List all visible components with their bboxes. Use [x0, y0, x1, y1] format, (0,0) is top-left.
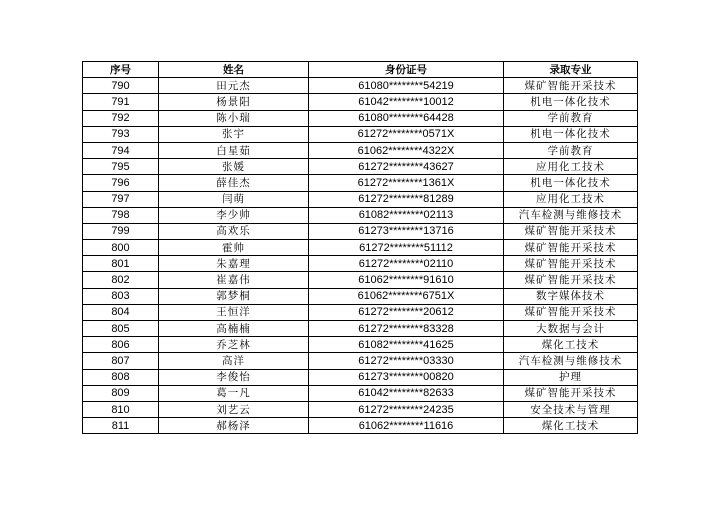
cell-id-number: 61272********03330 [309, 353, 504, 369]
cell-seq: 794 [83, 142, 159, 158]
cell-name: 朱嘉理 [159, 256, 309, 272]
cell-id-number: 61062********6751X [309, 288, 504, 304]
cell-name: 霍帅 [159, 240, 309, 256]
cell-major: 护理 [504, 369, 638, 385]
table-row [83, 223, 638, 239]
cell-seq: 806 [83, 337, 159, 353]
cell-seq: 795 [83, 159, 159, 175]
cell-id-number: 61273********13716 [309, 223, 504, 239]
cell-major: 数字媒体技术 [504, 288, 638, 304]
table-row [83, 401, 638, 417]
cell-major: 应用化工技术 [504, 159, 638, 175]
table-row [83, 418, 638, 434]
cell-major: 机电一体化技术 [504, 175, 638, 191]
cell-id-number: 61272********1361X [309, 175, 504, 191]
header-name: 姓名 [159, 62, 309, 78]
admission-roster-sheet [82, 61, 637, 434]
cell-seq: 804 [83, 304, 159, 320]
cell-name: 高洋 [159, 353, 309, 369]
table-body [83, 78, 638, 434]
cell-major: 汽车检测与维修技术 [504, 207, 638, 223]
cell-seq: 793 [83, 126, 159, 142]
cell-major: 煤矿智能开采技术 [504, 223, 638, 239]
cell-id-number: 61082********02113 [309, 207, 504, 223]
table-row [83, 272, 638, 288]
header-id-number: 身份证号 [309, 62, 504, 78]
cell-major: 应用化工技术 [504, 191, 638, 207]
cell-seq: 807 [83, 353, 159, 369]
table-row [83, 288, 638, 304]
table-row [83, 142, 638, 158]
table-row [83, 304, 638, 320]
cell-major: 煤化工技术 [504, 337, 638, 353]
table-row [83, 385, 638, 401]
cell-name: 郝杨泽 [159, 418, 309, 434]
cell-id-number: 61042********10012 [309, 94, 504, 110]
cell-seq: 796 [83, 175, 159, 191]
cell-major: 煤矿智能开采技术 [504, 78, 638, 94]
cell-name: 郭梦桐 [159, 288, 309, 304]
cell-id-number: 61062********11616 [309, 418, 504, 434]
cell-id-number: 61272********83328 [309, 321, 504, 337]
cell-id-number: 61272********81289 [309, 191, 504, 207]
table-row [83, 191, 638, 207]
cell-seq: 797 [83, 191, 159, 207]
cell-id-number: 61272********43627 [309, 159, 504, 175]
cell-name: 杨景阳 [159, 94, 309, 110]
cell-name: 张宇 [159, 126, 309, 142]
cell-id-number: 61272********51112 [309, 240, 504, 256]
cell-id-number: 61273********00820 [309, 369, 504, 385]
cell-seq: 811 [83, 418, 159, 434]
cell-id-number: 61272********02110 [309, 256, 504, 272]
table-row [83, 126, 638, 142]
cell-seq: 801 [83, 256, 159, 272]
table-row [83, 256, 638, 272]
cell-seq: 810 [83, 401, 159, 417]
cell-major: 学前教育 [504, 110, 638, 126]
cell-name: 崔嘉伟 [159, 272, 309, 288]
cell-major: 煤矿智能开采技术 [504, 385, 638, 401]
cell-name: 刘艺云 [159, 401, 309, 417]
cell-name: 李少帅 [159, 207, 309, 223]
cell-seq: 791 [83, 94, 159, 110]
table-row [83, 159, 638, 175]
table-row [83, 321, 638, 337]
cell-seq: 809 [83, 385, 159, 401]
cell-seq: 802 [83, 272, 159, 288]
table-row [83, 94, 638, 110]
cell-major: 煤矿智能开采技术 [504, 272, 638, 288]
table-row [83, 110, 638, 126]
cell-name: 高楠楠 [159, 321, 309, 337]
cell-name: 李俊怡 [159, 369, 309, 385]
cell-id-number: 61042********82633 [309, 385, 504, 401]
cell-major: 煤矿智能开采技术 [504, 256, 638, 272]
table-row [83, 240, 638, 256]
cell-id-number: 61062********4322X [309, 142, 504, 158]
header-seq: 序号 [83, 62, 159, 78]
cell-id-number: 61080********64428 [309, 110, 504, 126]
cell-name: 闫萌 [159, 191, 309, 207]
table-row [83, 353, 638, 369]
cell-id-number: 61082********41625 [309, 337, 504, 353]
cell-name: 白星茹 [159, 142, 309, 158]
cell-name: 陈小瑞 [159, 110, 309, 126]
cell-seq: 792 [83, 110, 159, 126]
cell-name: 葛一凡 [159, 385, 309, 401]
cell-major: 煤矿智能开采技术 [504, 304, 638, 320]
table-row [83, 78, 638, 94]
cell-major: 安全技术与管理 [504, 401, 638, 417]
cell-major: 煤矿智能开采技术 [504, 240, 638, 256]
cell-id-number: 61272********0571X [309, 126, 504, 142]
table-row [83, 369, 638, 385]
cell-major: 机电一体化技术 [504, 94, 638, 110]
cell-id-number: 61062********91610 [309, 272, 504, 288]
cell-major: 机电一体化技术 [504, 126, 638, 142]
cell-seq: 799 [83, 223, 159, 239]
cell-seq: 808 [83, 369, 159, 385]
cell-major: 大数据与会计 [504, 321, 638, 337]
table-row [83, 337, 638, 353]
cell-name: 王恒洋 [159, 304, 309, 320]
cell-id-number: 61272********20612 [309, 304, 504, 320]
cell-seq: 803 [83, 288, 159, 304]
table-row [83, 175, 638, 191]
cell-id-number: 61080********54219 [309, 78, 504, 94]
cell-name: 张媛 [159, 159, 309, 175]
cell-major: 汽车检测与维修技术 [504, 353, 638, 369]
cell-seq: 800 [83, 240, 159, 256]
cell-major: 学前教育 [504, 142, 638, 158]
cell-name: 乔芝林 [159, 337, 309, 353]
cell-id-number: 61272********24235 [309, 401, 504, 417]
cell-name: 田元杰 [159, 78, 309, 94]
table-row [83, 207, 638, 223]
cell-major: 煤化工技术 [504, 418, 638, 434]
cell-seq: 798 [83, 207, 159, 223]
cell-seq: 790 [83, 78, 159, 94]
admission-table [82, 61, 638, 434]
cell-name: 薛佳杰 [159, 175, 309, 191]
header-major: 录取专业 [504, 62, 638, 78]
cell-seq: 805 [83, 321, 159, 337]
table-header-row [83, 62, 638, 78]
cell-name: 高欢乐 [159, 223, 309, 239]
